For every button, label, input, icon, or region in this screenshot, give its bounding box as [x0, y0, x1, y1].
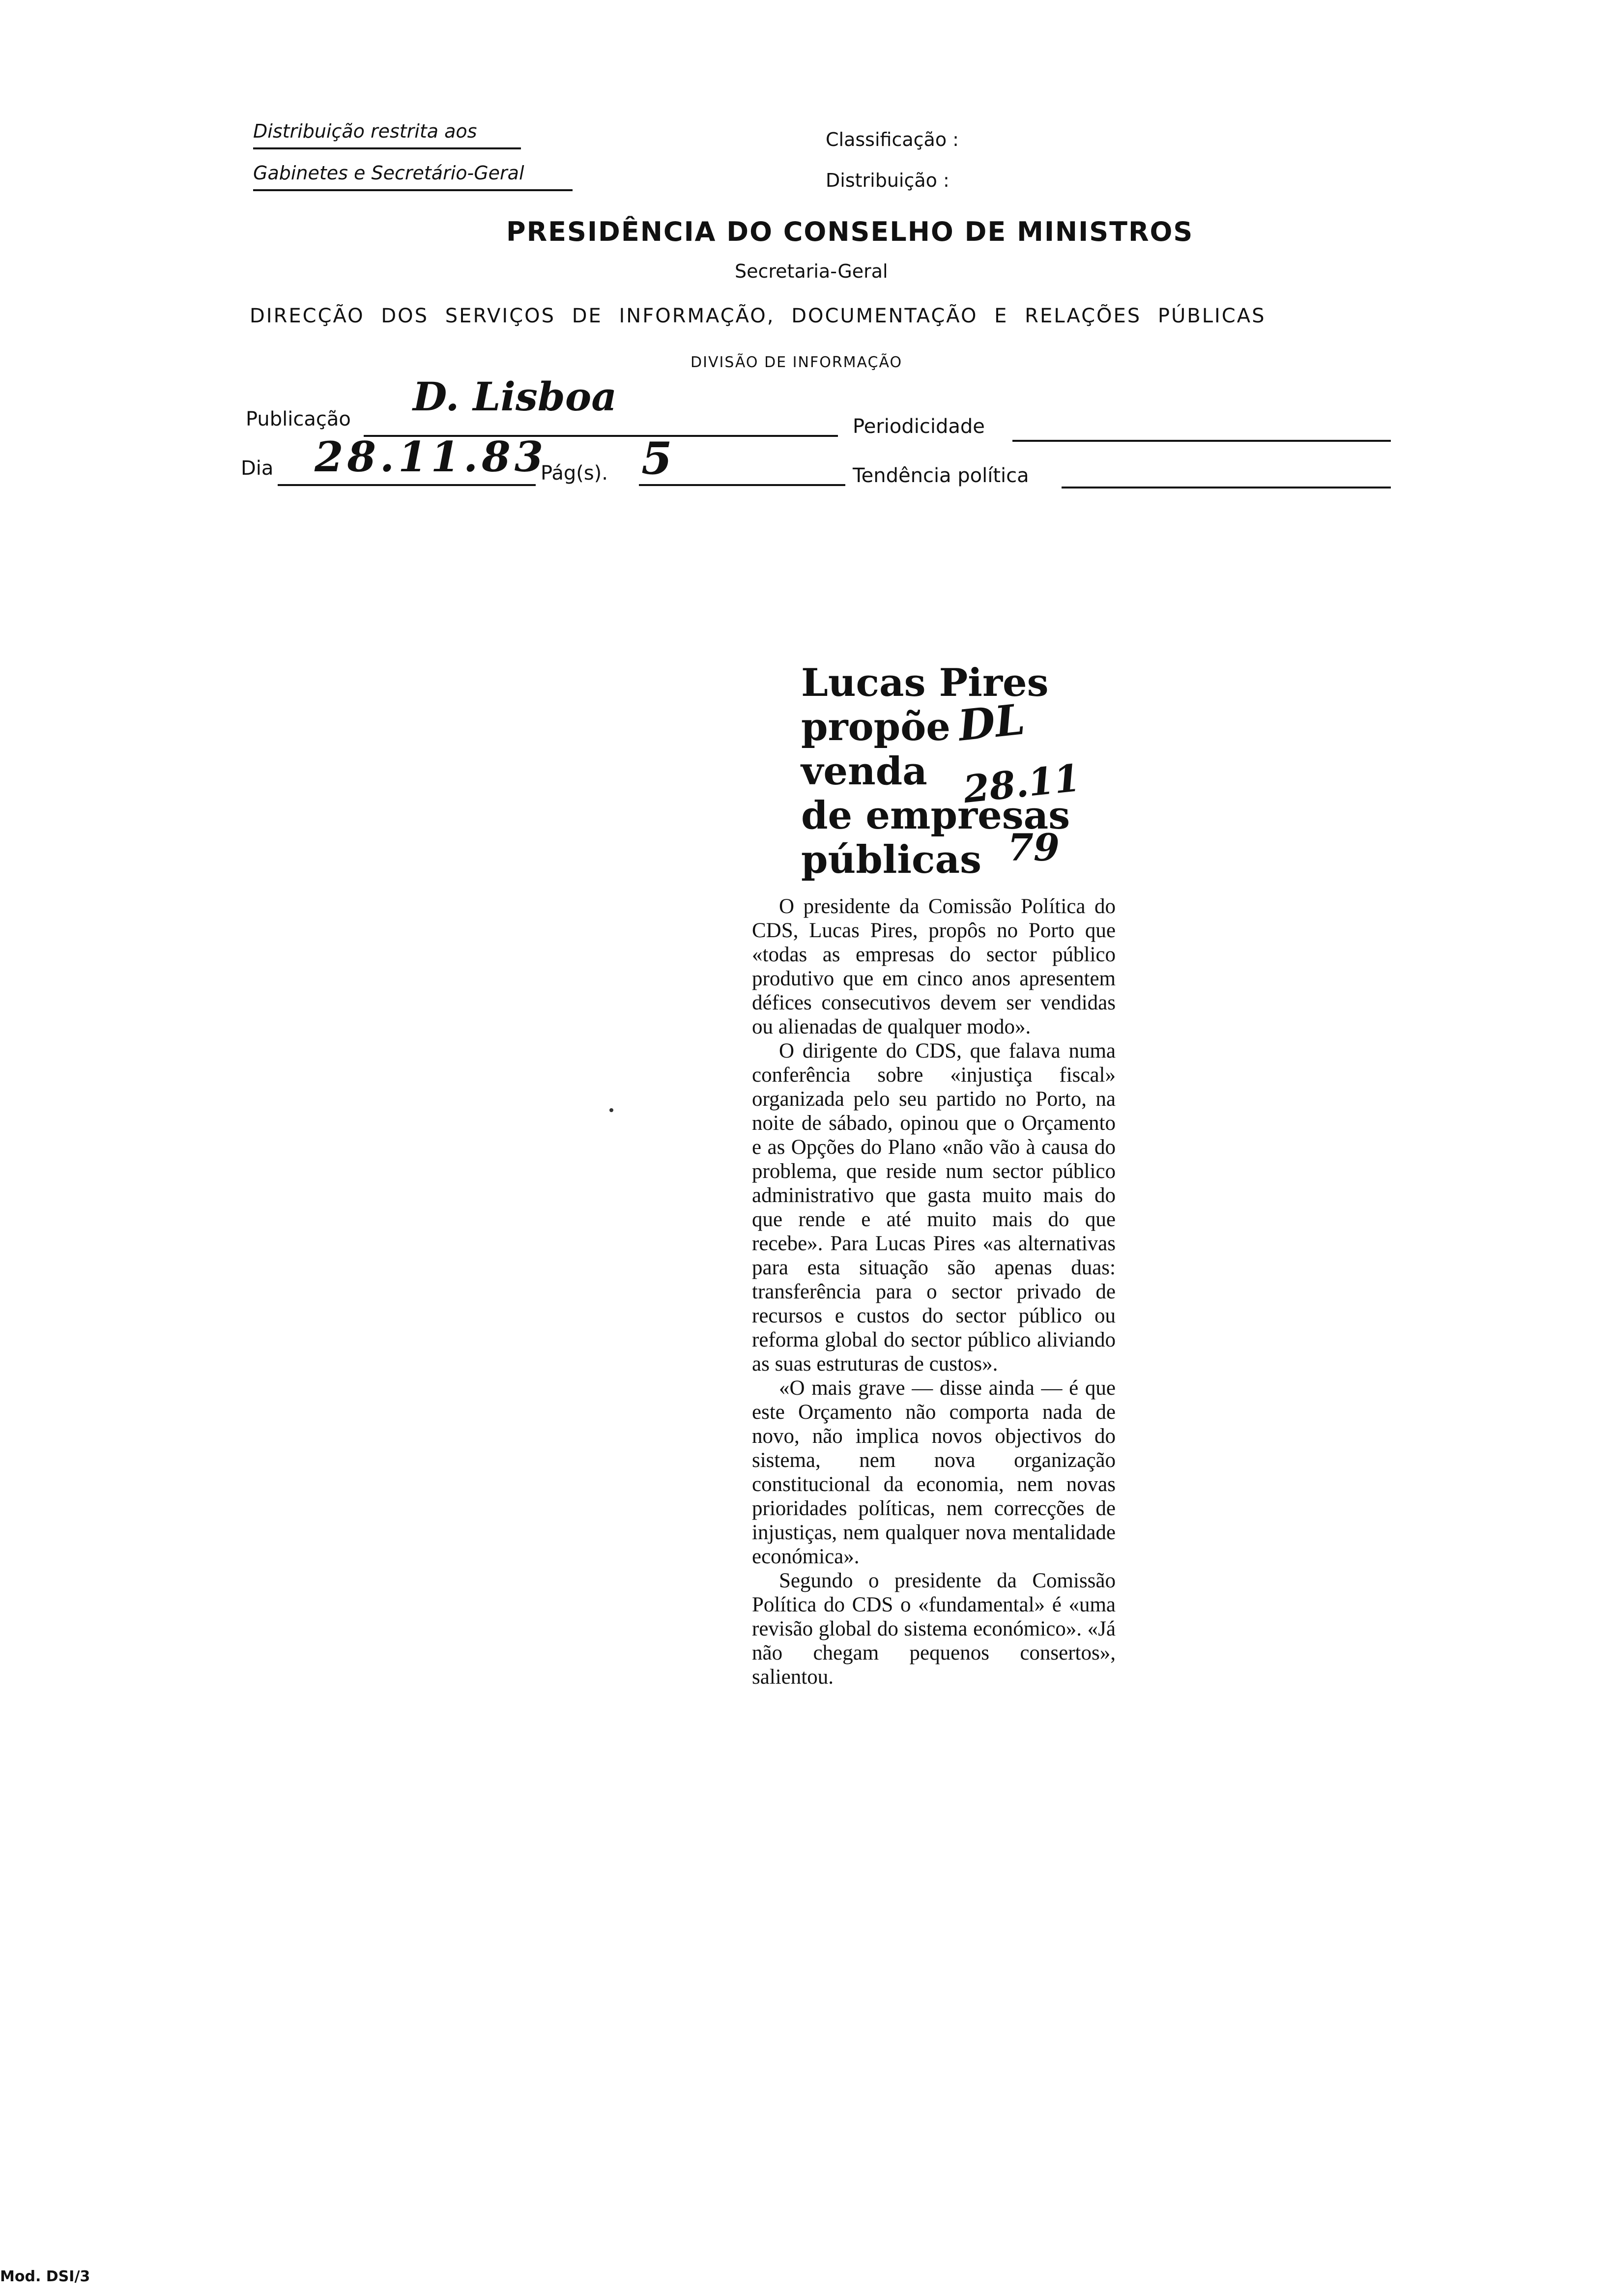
restricted-underline-2 — [253, 189, 573, 191]
secretaria-geral: Secretaria-Geral — [735, 260, 888, 282]
restricted-underline-1 — [253, 147, 521, 149]
handwritten-stamp-line3: 79 — [1008, 826, 1060, 869]
distribution-restricted-line2: Gabinetes e Secretário-Geral — [253, 162, 524, 184]
divisao-informacao: DIVISÃO DE INFORMAÇÃO — [691, 354, 903, 371]
handwritten-stamp-line1: DL — [956, 694, 1027, 751]
model-code: Mod. DSI/3 — [0, 2268, 90, 2285]
distribuicao-label: Distribuição : — [826, 170, 950, 191]
headline-line-3: venda — [801, 749, 927, 794]
article-body — [752, 894, 1116, 1689]
tendencia-field-line — [1062, 487, 1391, 488]
headline-line-4: de empresas — [801, 793, 1070, 838]
article-paragraph: O presidente da Comissão Política do CDS, Lucas Pires, propôs no Porto que «todas as empresas do sector público produtivo que em cinco anos apresentem défices consecutivos devem ser vendidas ou alienadas de qualquer modo». — [752, 895, 1116, 1038]
tendencia-label: Tendência política — [853, 464, 1029, 487]
publicacao-handwritten-value: D. Lisboa — [413, 373, 617, 420]
page-title: PRESIDÊNCIA DO CONSELHO DE MINISTROS — [506, 216, 1194, 247]
stray-dot — [609, 1108, 613, 1112]
pag-field-line — [639, 484, 845, 486]
dia-field-line — [278, 484, 536, 486]
periodicidade-label: Periodicidade — [853, 415, 985, 438]
periodicidade-field-line — [1012, 440, 1391, 442]
publicacao-label: Publicação — [246, 408, 351, 430]
dia-handwritten-value: 28.11.83 — [315, 432, 547, 481]
direccao-servicos: DIRECÇÃO DOS SERVIÇOS DE INFORMAÇÃO, DOCUMENTAÇÃO E RELAÇÕES PÚBLICAS — [250, 305, 1266, 327]
article-paragraph: «O mais grave — disse ainda — é que este Orçamento não comporta nada de novo, não implica novos objectivos do sistema, nem nova organização constitucional da economia, nem novas prioridades políticas, nem correcções de injustiças, nem qualquer nova mentalidade económica». — [752, 1377, 1116, 1568]
headline-line-5: públicas — [801, 837, 981, 882]
headline-line-2: propõe — [801, 705, 950, 749]
headline-line-1: Lucas Pires — [801, 660, 1049, 705]
pag-handwritten-value: 5 — [641, 432, 672, 485]
handwritten-stamp-line2: 28.11 — [961, 755, 1082, 812]
pag-label: Pág(s). — [541, 462, 608, 485]
classificacao-label: Classificação : — [826, 129, 959, 150]
article-paragraph: Segundo o presidente da Comissão Política do CDS o «fundamental» é «uma revisão global do sistema económico». «Já não chegam pequenos consertos», salientou. — [752, 1569, 1116, 1689]
dia-label: Dia — [241, 457, 274, 480]
article-paragraph: O dirigente do CDS, que falava numa conferência sobre «injustiça fiscal» organizada pelo seu partido no Porto, na noite de sábado, opinou que o Orçamento e as Opções do Plano «não vão à causa do problema, que reside num sector público administrativo que gasta muito mais do que rende e até muito mais do que recebe». Para Lucas Pires «as alternativas para esta situação são apenas duas: transferência para o sector privado de recursos e custos do sector público ou reforma global do sector público aliviando as suas estruturas de custos». — [752, 1039, 1116, 1376]
distribution-restricted-line1: Distribuição restrita aos — [253, 120, 477, 142]
